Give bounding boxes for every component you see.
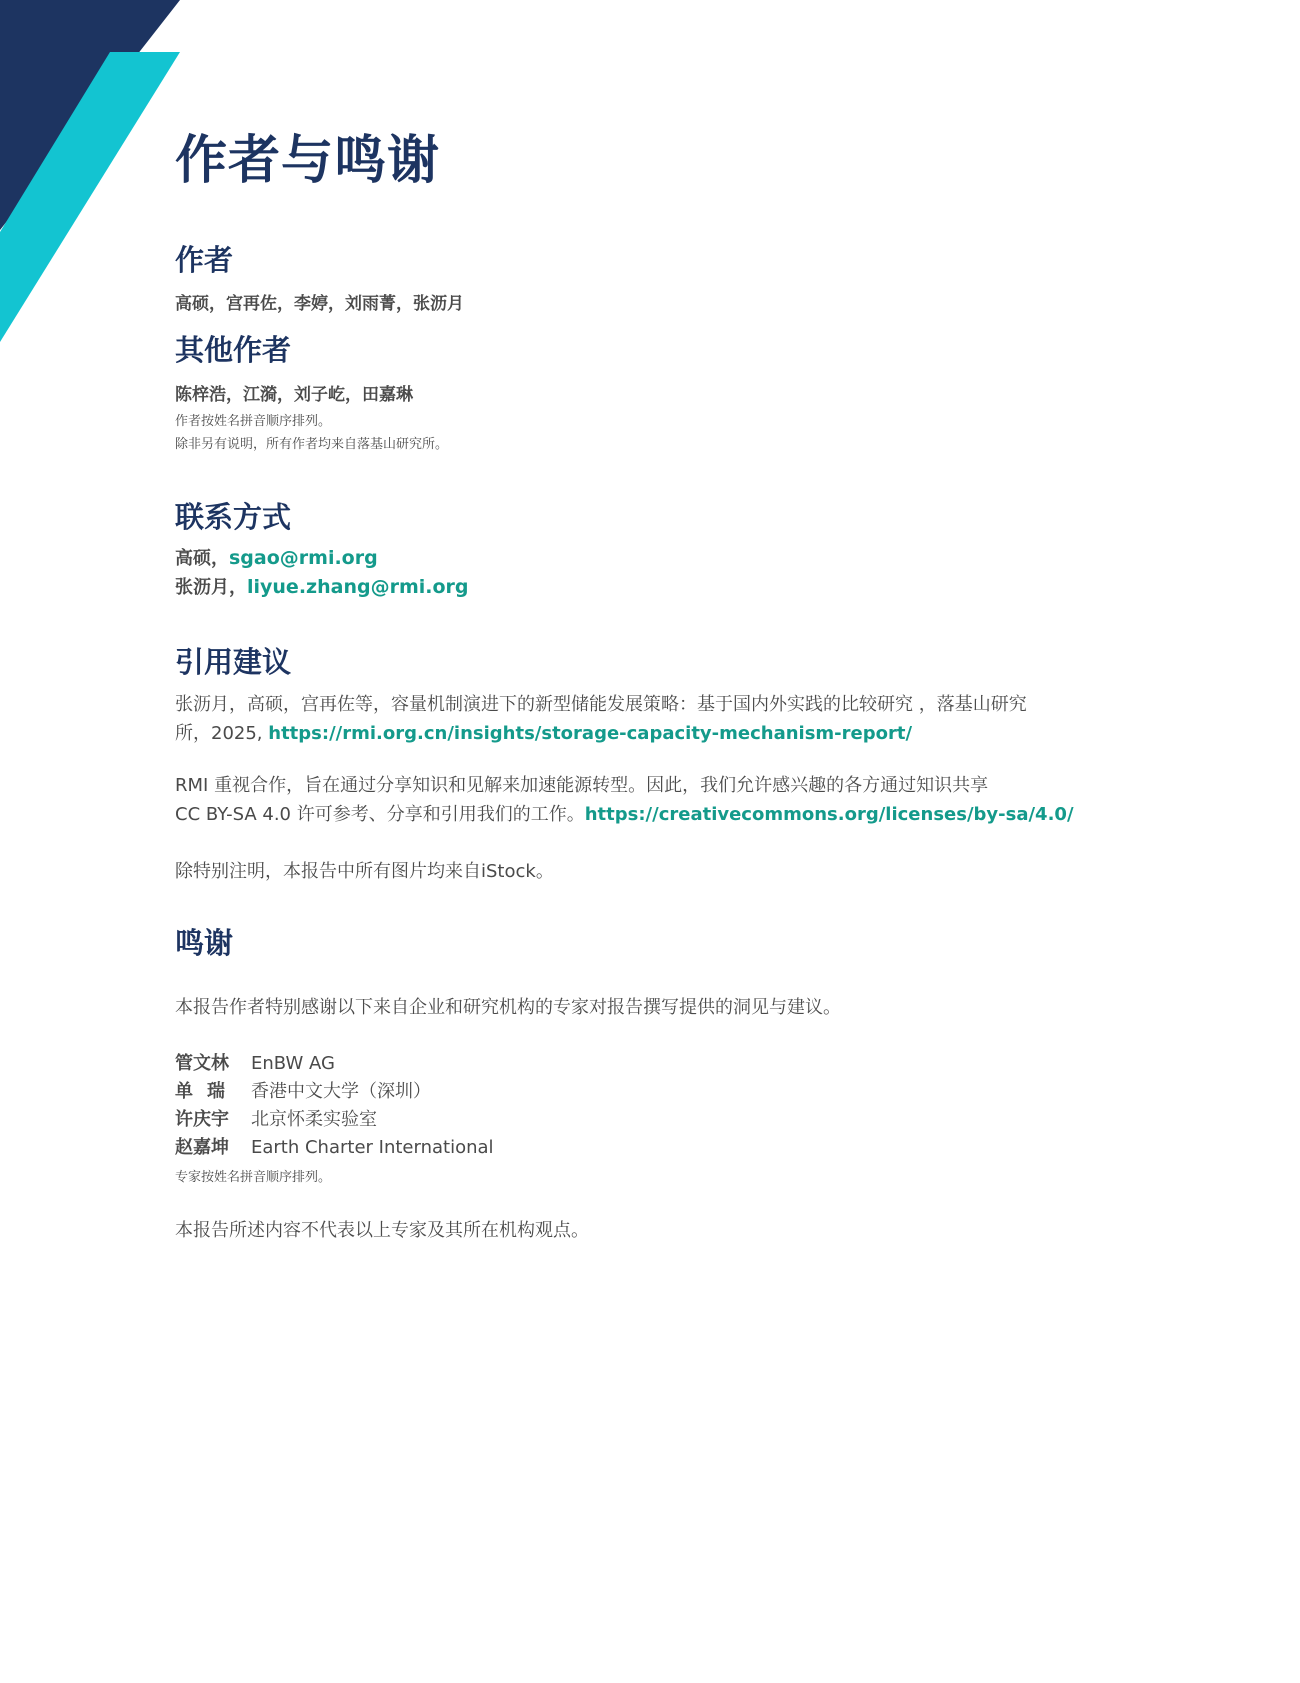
author-order-note: 作者按姓名拼音顺序排列。 [175, 414, 332, 429]
expert-row [175, 1077, 431, 1103]
contact-heading: 联系方式 [175, 500, 292, 534]
expert-org: Earth Charter International [251, 1137, 494, 1158]
contact-entry [175, 573, 469, 599]
acknowledgements-heading: 鸣谢 [175, 926, 234, 960]
expert-name: 许庆宇 [175, 1109, 229, 1130]
authors-heading: 作者 [175, 243, 234, 277]
expert-order-note: 专家按姓名拼音顺序排列。 [175, 1170, 332, 1185]
license-url-link[interactable]: https://creativecommons.org/licenses/by-sa/4.0/ [584, 804, 1074, 825]
acknowledgements-intro: 本报告作者特别感谢以下来自企业和研究机构的专家对报告撰写提供的洞见与建议。 [175, 997, 841, 1018]
disclaimer: 本报告所述内容不代表以上专家及其所在机构观点。 [175, 1220, 589, 1241]
expert-org: 香港中文大学（深圳） [251, 1081, 431, 1102]
expert-row [175, 1105, 377, 1131]
citation-text-line-2 [175, 719, 912, 745]
contact-entry [175, 544, 378, 570]
citation-heading: 引用建议 [175, 645, 292, 679]
license-text-prefix: CC BY-SA 4.0 许可参考、分享和引用我们的工作。 [175, 804, 585, 825]
expert-org: EnBW AG [251, 1053, 335, 1074]
page-title: 作者与鸣谢 [175, 131, 441, 191]
author-affiliation-note: 除非另有说明，所有作者均来自落基山研究所。 [175, 437, 449, 452]
citation-text-prefix: 所，2025, [175, 723, 269, 744]
contact-name: 张沥月， [175, 577, 247, 598]
expert-name: 单瑞 [175, 1081, 239, 1102]
expert-org: 北京怀柔实验室 [251, 1109, 377, 1130]
image-credit: 除特别注明，本报告中所有图片均来自iStock。 [175, 861, 554, 882]
contact-name: 高硕， [175, 548, 229, 569]
authors-names: 高硕，宫再佐，李婷，刘雨菁，张沥月 [175, 294, 464, 314]
citation-text-line-1: 张沥月，高硕，宫再佐等，容量机制演进下的新型储能发展策略：基于国内外实践的比较研究 ，落基山研究 [175, 694, 1027, 715]
corner-decoration [0, 0, 200, 360]
report-url-link[interactable]: https://rmi.org.cn/insights/storage-capacity-mechanism-report/ [268, 723, 913, 744]
other-authors-names: 陈梓浩，江漪，刘子屹，田嘉琳 [175, 385, 413, 405]
license-text-line-2 [175, 800, 1074, 826]
other-authors-heading: 其他作者 [175, 333, 292, 367]
expert-name: 赵嘉坤 [175, 1137, 229, 1158]
expert-row [175, 1049, 335, 1075]
license-text-line-1: RMI 重视合作，旨在通过分享知识和见解来加速能源转型。因此，我们允许感兴趣的各方通过知识共享 [175, 775, 989, 796]
expert-name: 管文林 [175, 1053, 229, 1074]
contact-email-link[interactable]: liyue.zhang@rmi.org [247, 576, 469, 598]
contact-email-link[interactable]: sgao@rmi.org [229, 547, 378, 569]
expert-row [175, 1133, 494, 1159]
